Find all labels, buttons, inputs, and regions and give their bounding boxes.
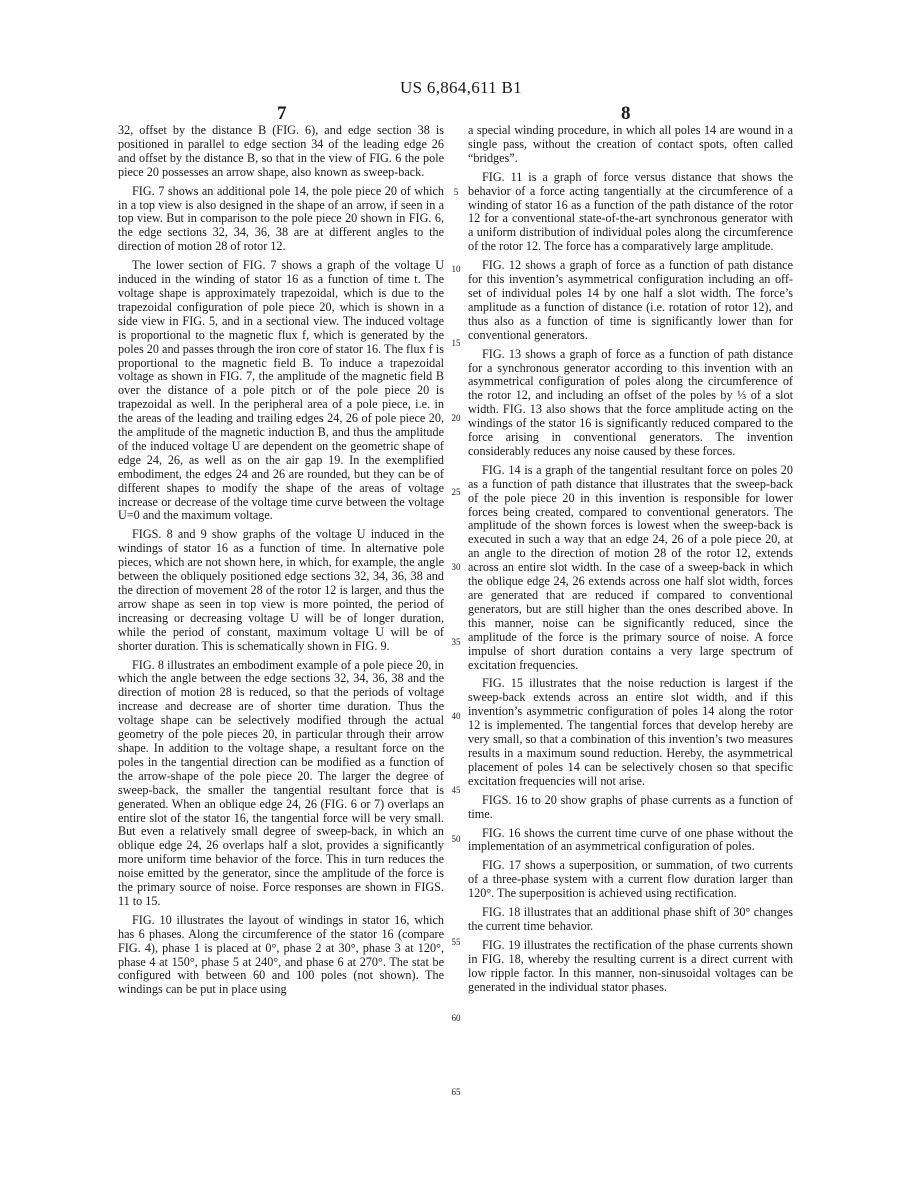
right-column-number: 8 xyxy=(621,103,631,124)
line-number: 55 xyxy=(451,937,461,947)
line-number: 30 xyxy=(451,562,461,572)
line-number: 65 xyxy=(451,1087,461,1097)
line-number: 25 xyxy=(451,487,461,497)
paragraph: FIG. 16 shows the current time curve of one phase without the implementation of an asymmetrical configuration of poles. xyxy=(468,825,793,854)
paragraph: FIG. 10 illustrates the layout of windings in stator 16, which has 6 phases. Along the circumference of the stator 16 (compare FIG. 4), phase 1 is placed at 0°, phase 2 at 30°, phase 3 at 120°, phase 4 at 150°, phase 5 at 240°, and phase 6 at 270°. The stat be configured with between 60 and 100 poles (not shown). The windings can be put in place using xyxy=(118,912,444,997)
paragraph: FIG. 17 shows a superposition, or summation, of two currents of a three-phase system with a current flow duration larger than 120°. The superposition is achieved using rectification. xyxy=(468,858,793,901)
paragraph: FIG. 18 illustrates that an additional phase shift of 30° changes the current time behavior. xyxy=(468,905,793,933)
line-number: 50 xyxy=(451,834,461,844)
left-text-column xyxy=(118,124,444,1002)
line-number: 5 xyxy=(453,187,459,197)
paragraph: FIG. 12 shows a graph of force as a function of path distance for this invention’s asymmetrical configuration including an off-set of individual poles 14 by one half a slot width. The force’s amplitude as a function of distance (i.e. rotation of rotor 12), and thus also as a function of time is significantly lower than for conventional generators. xyxy=(468,258,793,342)
paragraph: 32, offset by the distance B (FIG. 6), and edge section 38 is positioned in parallel to edge section 34 of the leading edge 26 and offset by the distance B, so that in the view of FIG. 6 the pole piece 20 possesses an arrow shape, also known as sweep-back. xyxy=(118,123,444,179)
paragraph: FIG. 14 is a graph of the tangential resultant force on poles 20 as a function of path distance that illustrates that the sweep-back of the pole piece 20 in this invention is responsible for lower forces being created, compared to conventional generators. The amplitude of the shown forces is lowest when the sweep-back is executed in such a way that an edge 24, 26 of a pole piece 20, at an angle to the direction of motion 28 of the rotor 12, extends across an entire slot width. In the case of a sweep-back in which the oblique edge 24, 26 extends across one half slot width, forces are generated that are reduced if compared to conventional generators, but are still higher than the ones described above. In this manner, noise can be significantly reduced, since the amplitude of the force is the primary source of noise. A force impulse of short duration contains a very large spectrum of excitation frequencies. xyxy=(468,462,793,672)
patent-number: US 6,864,611 B1 xyxy=(400,78,522,97)
line-number: 45 xyxy=(451,785,461,795)
paragraph: FIG. 19 illustrates the rectification of the phase currents shown in FIG. 18, whereby the resulting current is a direct current with low ripple factor. In this manner, non-sinusoidal voltages can be generated in the individual stator phases. xyxy=(468,937,793,994)
line-number: 20 xyxy=(451,413,461,423)
paragraph: The lower section of FIG. 7 shows a graph of the voltage U induced in the winding of stator 16 as a function of time t. The voltage shape is approximately trapezoidal, which is due to the trapezoidal configuration of pole piece 20, which is shown in a side view in FIG. 5, and in a sectional view. The induced voltage is proportional to the magnetic flux f, which is generated by the poles 20 and passes through the iron core of stator 16. The flux f is proportional to the magnetic field B. To induce a trapezoidal voltage as shown in FIG. 7, the amplitude of the magnetic field B over the distance of a pole pitch or of the pole piece 20 is trapezoidal as well. In the peripheral area of a pole piece, i.e. in the areas of the leading and trailing edges 24, 26 of pole piece 20, the amplitude of the magnetic induction B, and thus the amplitude of the induced voltage U are dependent on the geometric shape of edge 24, 26, as well as on the air gap 19. In the exemplified embodiment, the edges 24 and 26 are rounded, but they can be of different shapes to modify the shape of the areas of voltage increase or decrease of the voltage time curve between the voltage U=0 and the maximum voltage. xyxy=(118,258,444,523)
paragraph: a special winding procedure, in which all poles 14 are wound in a single pass, without the creation of contact spots, often called “bridges”. xyxy=(468,123,793,165)
paragraph: FIG. 15 illustrates that the noise reduction is largest if the sweep-back extends across an entire slot width, and if this invention’s asymmetric configuration of poles 14 along the rotor 12 is implemented. The tangential forces that develop hereby are very small, so that a combination of this invention’s two measures results in a maximum sound reduction. Hereby, the asymmetrical placement of poles 14 can be selectively chosen so that specific excitation frequencies will not arise. xyxy=(468,676,793,788)
line-number: 40 xyxy=(451,711,461,721)
line-number: 10 xyxy=(451,264,461,274)
line-number: 15 xyxy=(451,338,461,348)
line-number: 60 xyxy=(451,1013,461,1023)
paragraph: FIGS. 16 to 20 show graphs of phase currents as a function of time. xyxy=(468,792,793,821)
right-text-column xyxy=(468,124,793,999)
paragraph: FIG. 11 is a graph of force versus distance that shows the behavior of a force acting tangentially at the circumference of a winding of stator 16 as a function of the path distance of the rotor 12 for a conventional state-of-the-art synchronous generator with a uniform distribution of individual poles along the circumference of the rotor 12. The force has a comparatively large amplitude. xyxy=(468,169,793,254)
line-number: 35 xyxy=(451,637,461,647)
paragraph: FIG. 7 shows an additional pole 14, the pole piece 20 of which in a top view is also designed in the shape of an arrow, if seen in a top view. But in comparison to the pole piece 20 shown in FIG. 6, the edge sections 32, 34, 36, 38 are at different angles to the direction of motion 28 of rotor 12. xyxy=(118,183,444,254)
paragraph: FIG. 13 shows a graph of force as a function of path distance for a synchronous generator according to this invention with an asymmetrical configuration of poles along the circumference of the rotor 12, and including an offset of the poles by ⅓ of a slot width. FIG. 13 also shows that the force amplitude acting on the windings of the stator 16 is significantly reduced compared to the force arising in conventional generators. The invention considerably reduces any noise caused by these forces. xyxy=(468,346,793,458)
paragraph: FIGS. 8 and 9 show graphs of the voltage U induced in the windings of stator 16 as a function of time. In alternative pole pieces, which are not shown here, in which, for example, the angle between the obliquely positioned edge sections 32, 34, 36, 38 and the direction of movement 28 of the rotor 12 is larger, and thus the arrow shape as seen in top view is more pointed, the period of increasing or decreasing voltage U will be of longer duration, while the period of constant, maximum voltage U will be of shorter duration. This is schematically shown in FIG. 9. xyxy=(118,527,444,653)
left-column-number: 7 xyxy=(277,103,287,124)
paragraph: FIG. 8 illustrates an embodiment example of a pole piece 20, in which the angle between the edge sections 32, 34, 36, 38 and the direction of motion 28 is reduced, so that the periods of voltage increase and decrease are of shorter time duration. Thus the voltage shape can be selectively modified through the actual geometry of the pole pieces 20, in particular through their arrow shape. In addition to the voltage shape, a resultant force on the poles in the tangential direction can be modified as a function of the arrow-shape of the pole piece 20. The larger the degree of sweep-back, the smaller the tangential resultant force that is generated. When an oblique edge 24, 26 (FIG. 6 or 7) overlaps an entire slot of the stator 16, the tangential force will be very small. But even a relatively small degree of sweep-back, in which an oblique edge 24, 26 overlaps half a slot, provides a significantly more uniform time behavior of the force. This in turn reduces the noise emitted by the generator, since the amplitude of the force is the primary source of noise. Force responses are shown in FIGS. 11 to 15. xyxy=(118,657,444,908)
